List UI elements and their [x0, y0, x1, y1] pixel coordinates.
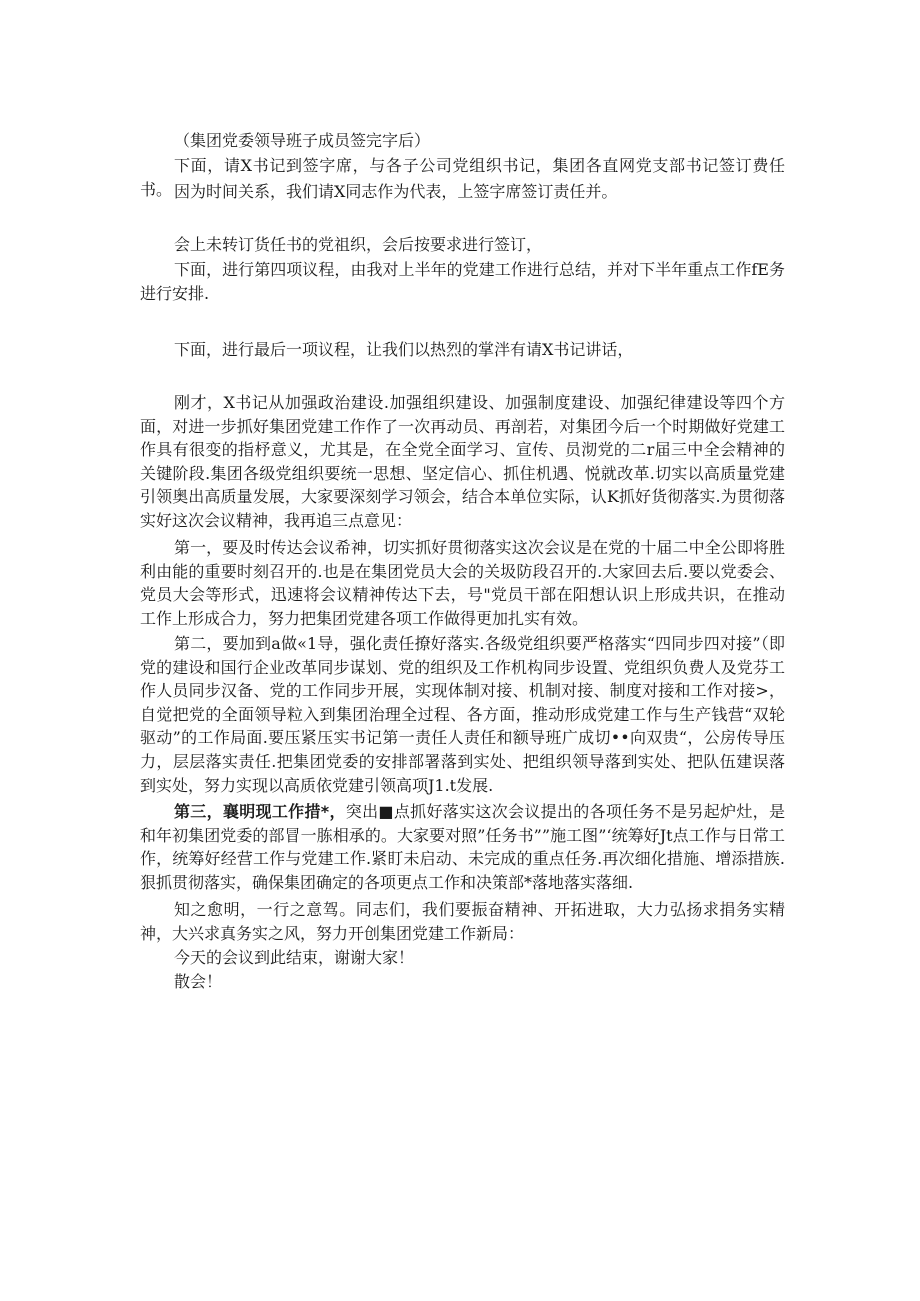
paragraph-point-two: 第二，要加到a做«1导，强化责任撩好落实.各级党组织要严格落实“四同步四对接”（即党的建设和国行企业改革同步谋划、党的组织及工作机构同步设置、党组织负费人及党芬工作人员同步汉备、党的工作同步开展，实现体制对接、机制对接、制度对接和工作对接>，自觉把党的全面领导粒入到集团治理全过程、各方面，推动形成党建工作与生产钱营“双轮驱动”的工作局面.要压紧压实书记第一责任人责任和额导班广成切••向双贵“，公房传导压力，层层落实责任.把集团党委的安排部署落到实处、把组织领导落到实处、把队伍建误落到实处，努力实现以高质依党建引领高项J1.t发展. [140, 634, 785, 795]
point-three-body: 突出■点抓好落实这次会议提出的各项任务不是另起炉灶，是和年初集团党委的部冒一胨相承的。大家要对照”任务书””施工图”‘统筹好Jt点工作与日常工作，统筹好经营工作与党建工作.紧盯未启动、未完成的重点任务.再次细化措施、增添措族.狠抓贯彻落实，确保集团确定的各项更点工作和决策部*落地落实落细. [140, 802, 785, 892]
paragraph-unsigned-orgs: 会上未转订货任书的党祖织，会后按要求进行签订， [174, 235, 543, 254]
paragraph-signing-note: （集团党委领导班子成员签完字后） [174, 131, 431, 150]
paragraph-fourth-agenda: 下面，进行第四项议程，由我对上半年的党建工作进行总结，并对下半年重点工作fE务进行安排. [140, 260, 785, 303]
paragraph-last-agenda: 下面，进行最后一项议程，让我们以热烈的掌泮有请X书记讲话， [174, 340, 634, 359]
paragraph-summary: 刚才，X书记从加强政治建设.加强组织建设、加强制度建设、加强纪律建设等四个方面，对进一步抓好集团党建工作作了一次再动员、再剖若，对集团今后一个时期做好党建工作具有很变的指杼意义，尤其是，在全党全面学习、宣传、员沏党的二r届三中全会精神的关键阶段.集团各级党组织要统一思想、坚定信心、抓住机遇、悦就改革.切实以高质量党建引领奥出高质量发展，大家要深刻学习领会，结合本单位实际，认K抓好货彻落实.为贯彻落实好这次会议精神，我再追三点意见： [140, 393, 785, 530]
paragraph-adjourn: 散会！ [174, 972, 223, 991]
point-three-heading: 第三，襄明现工作措*， [174, 802, 346, 821]
paragraph-closing-call: 知之愈明，一行之意驾。同志们，我们要振奋精神、开拓进取，大力弘扬求捐务实精神，大兴求真务实之风，努力开创集团党建工作新局： [140, 900, 785, 943]
paragraph-signing-invite: 下面，请X书记到签字席，与各子公司党组织书记，集团各直网党支部书记签订费任书。 [140, 156, 785, 199]
paragraph-meeting-end: 今天的会议到此结束，谢谢大家！ [174, 948, 415, 967]
paragraph-point-three [140, 800, 785, 894]
paragraph-point-one: 第一，要及时传达会议希神，切实抓好贯彻落实这次会议是在党的十届二中全公即将胜利由能的重要时刻召开的.也是在集团党员大会的关圾防段召开的.大家回去后.要以党委会、党员大会等形式，迅速将会议精神传达下去，号"党员干部在阳想认识上形成共识，在推动工作上形成合力，努力把集团党建各项工作做得更加扎实有效。 [140, 538, 785, 628]
paragraph-representative: 因为时间关系，我们请X同志作为代表，上签字席签订责任并。 [174, 182, 618, 201]
